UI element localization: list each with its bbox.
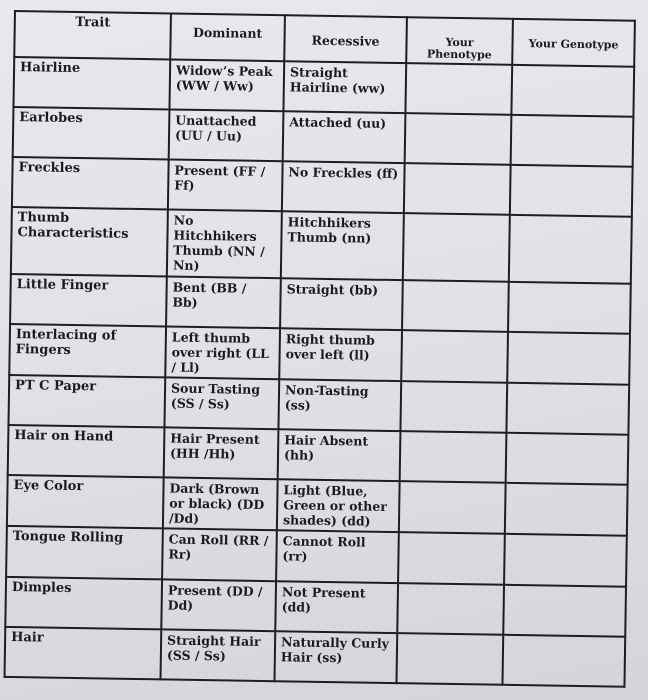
header-phenotype: Your Phenotype [406,17,513,65]
recessive-cell: Straight (bb) [280,278,403,330]
genotype-input-cell[interactable] [506,383,629,435]
recessive-cell: Naturally Curly Hair (ss) [274,631,397,683]
trait-row [11,207,632,283]
header-dominant: Dominant [170,13,285,61]
recessive-cell: Cannot Roll (rr) [276,531,399,583]
trait-name: PT C Paper [8,375,165,428]
dominant-cell: Bent (BB / Bb) [166,276,281,328]
phenotype-input-cell[interactable] [396,633,503,685]
dominant-cell: Hair Present (HH /Hh) [164,428,279,480]
phenotype-input-cell[interactable] [398,533,505,585]
trait-name: Thumb Characteristics [11,207,168,276]
trait-name: Hair on Hand [8,425,165,478]
recessive-cell: Right thumb over left (ll) [279,328,402,381]
recessive-cell: Hitchhikers Thumb (nn) [281,212,404,280]
dominant-cell: Sour Tasting (SS / Ss) [164,377,279,429]
genotype-input-cell[interactable] [511,115,634,167]
recessive-cell: Attached (uu) [283,111,406,163]
recessive-cell: Hair Absent (hh) [278,429,401,481]
genotype-input-cell[interactable] [507,332,630,385]
dominant-cell: Can Roll (RR / Rr) [162,529,277,581]
recessive-cell: Straight Hairline (ww) [283,61,406,113]
recessive-cell: No Freckles (ff) [282,162,405,214]
phenotype-input-cell[interactable] [400,431,507,483]
phenotype-input-cell[interactable] [404,163,511,215]
trait-name: Freckles [12,157,169,210]
dominant-cell: No Hitchhikers Thumb (NN / Nn) [167,210,282,278]
dominant-cell: Left thumb over right (LL / Ll) [165,326,280,379]
phenotype-input-cell[interactable] [399,481,506,534]
genotype-input-cell[interactable] [504,534,627,586]
trait-name: Dimples [5,577,162,630]
recessive-cell: Light (Blue, Green or other shades) (dd) [277,479,400,532]
phenotype-input-cell[interactable] [400,381,507,433]
dominant-cell: Straight Hair (SS / Ss) [161,629,276,681]
trait-row [5,627,626,687]
worksheet [3,10,633,690]
phenotype-input-cell[interactable] [402,280,509,332]
recessive-cell: Non-Tasting (ss) [278,379,401,431]
dominant-cell: Unattached (UU / Uu) [169,110,284,162]
phenotype-input-cell[interactable] [397,583,504,635]
genotype-input-cell[interactable] [508,281,631,333]
dominant-cell: Dark (Brown or black) (DD /Dd) [163,478,278,531]
phenotype-input-cell[interactable] [405,113,512,165]
trait-name: Eye Color [7,475,164,529]
phenotype-input-cell[interactable] [403,214,510,282]
genetic-traits-table [4,10,636,688]
genotype-input-cell[interactable] [503,584,626,636]
genotype-input-cell[interactable] [511,65,634,117]
trait-name: Interlacing of Fingers [9,324,166,378]
genotype-input-cell[interactable] [502,635,625,687]
genotype-input-cell[interactable] [505,483,628,536]
trait-name: Tongue Rolling [6,526,163,579]
dominant-cell: Widow’s Peak (WW / Ww) [169,59,284,111]
trait-name: Earlobes [13,107,170,160]
header-recessive: Recessive [284,15,407,63]
dominant-cell: Present (FF / Ff) [168,160,283,212]
phenotype-input-cell[interactable] [405,63,512,115]
recessive-cell: Not Present (dd) [275,581,398,633]
trait-name: Hairline [13,57,170,110]
dominant-cell: Present (DD / Dd) [161,579,276,631]
genotype-input-cell[interactable] [509,215,632,283]
trait-name: Little Finger [10,274,167,327]
trait-name: Hair [5,627,162,680]
genotype-input-cell[interactable] [510,165,633,217]
header-genotype: Your Genotype [512,19,635,67]
phenotype-input-cell[interactable] [401,330,508,383]
header-trait: Trait [14,11,171,59]
genotype-input-cell[interactable] [506,433,629,485]
